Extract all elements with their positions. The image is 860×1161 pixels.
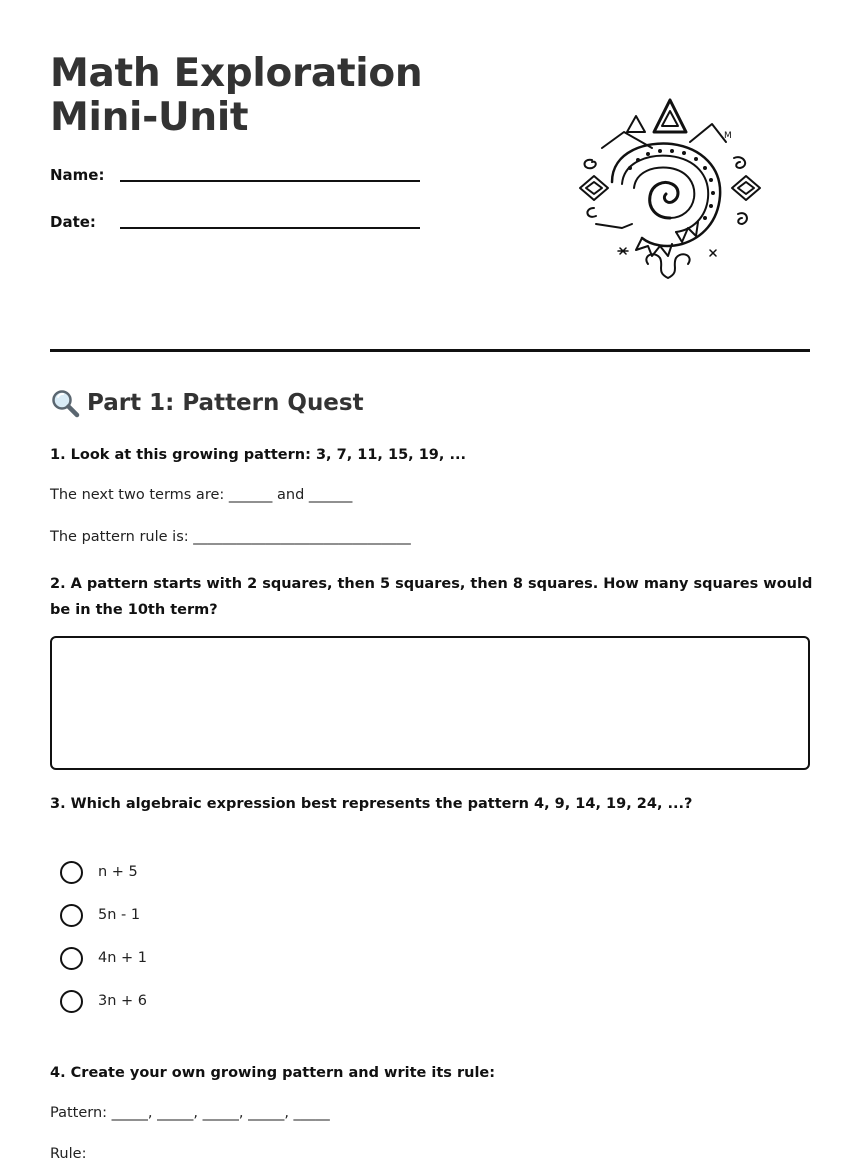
- question-4-rule: Rule:: [50, 1146, 87, 1161]
- option-label: 5n - 1: [98, 907, 141, 923]
- section-heading-part1: [50, 388, 364, 418]
- radio-button[interactable]: [60, 990, 83, 1013]
- section-heading-label: Part 1: Pattern Quest: [87, 390, 364, 416]
- name-label: Name:: [50, 166, 105, 184]
- question-1-rule: The pattern rule is: ______________________________: [50, 529, 411, 545]
- option-label: n + 5: [98, 864, 138, 880]
- radio-button[interactable]: [60, 947, 83, 970]
- radio-button[interactable]: [60, 904, 83, 927]
- date-label: Date:: [50, 213, 96, 231]
- option-label: 3n + 6: [98, 993, 148, 1009]
- question-2-prompt: 2. A pattern starts with 2 squares, then 5 squares, then 8 squares. How many squares would be in the 10th term?: [50, 576, 813, 618]
- question-1-next-terms: The next two terms are: ______ and ______: [50, 487, 353, 503]
- page-title: Math Exploration Mini-Unit: [50, 51, 423, 140]
- question-3-prompt: 3. Which algebraic expression best represents the pattern 4, 9, 14, 19, 24, ...?: [50, 796, 693, 812]
- spiral-tribal-emblem-icon: [572, 96, 768, 282]
- question-4-pattern: Pattern: _____, _____, _____, _____, _____: [50, 1105, 330, 1121]
- svg-text:M: M: [724, 131, 732, 141]
- section-divider: [50, 349, 810, 352]
- option-4[interactable]: [60, 988, 147, 1014]
- question-2-answer-box[interactable]: [50, 636, 810, 770]
- date-input-line[interactable]: [120, 227, 420, 229]
- option-3[interactable]: [60, 945, 147, 971]
- question-4-prompt: 4. Create your own growing pattern and write its rule:: [50, 1065, 496, 1081]
- option-label: 4n + 1: [98, 950, 148, 966]
- option-2[interactable]: [60, 902, 140, 928]
- option-1[interactable]: [60, 859, 138, 885]
- radio-button[interactable]: [60, 861, 83, 884]
- name-input-line[interactable]: [120, 180, 420, 182]
- magnifying-glass-icon: [50, 388, 80, 418]
- question-1-prompt: 1. Look at this growing pattern: 3, 7, 11, 15, 19, ...: [50, 447, 466, 463]
